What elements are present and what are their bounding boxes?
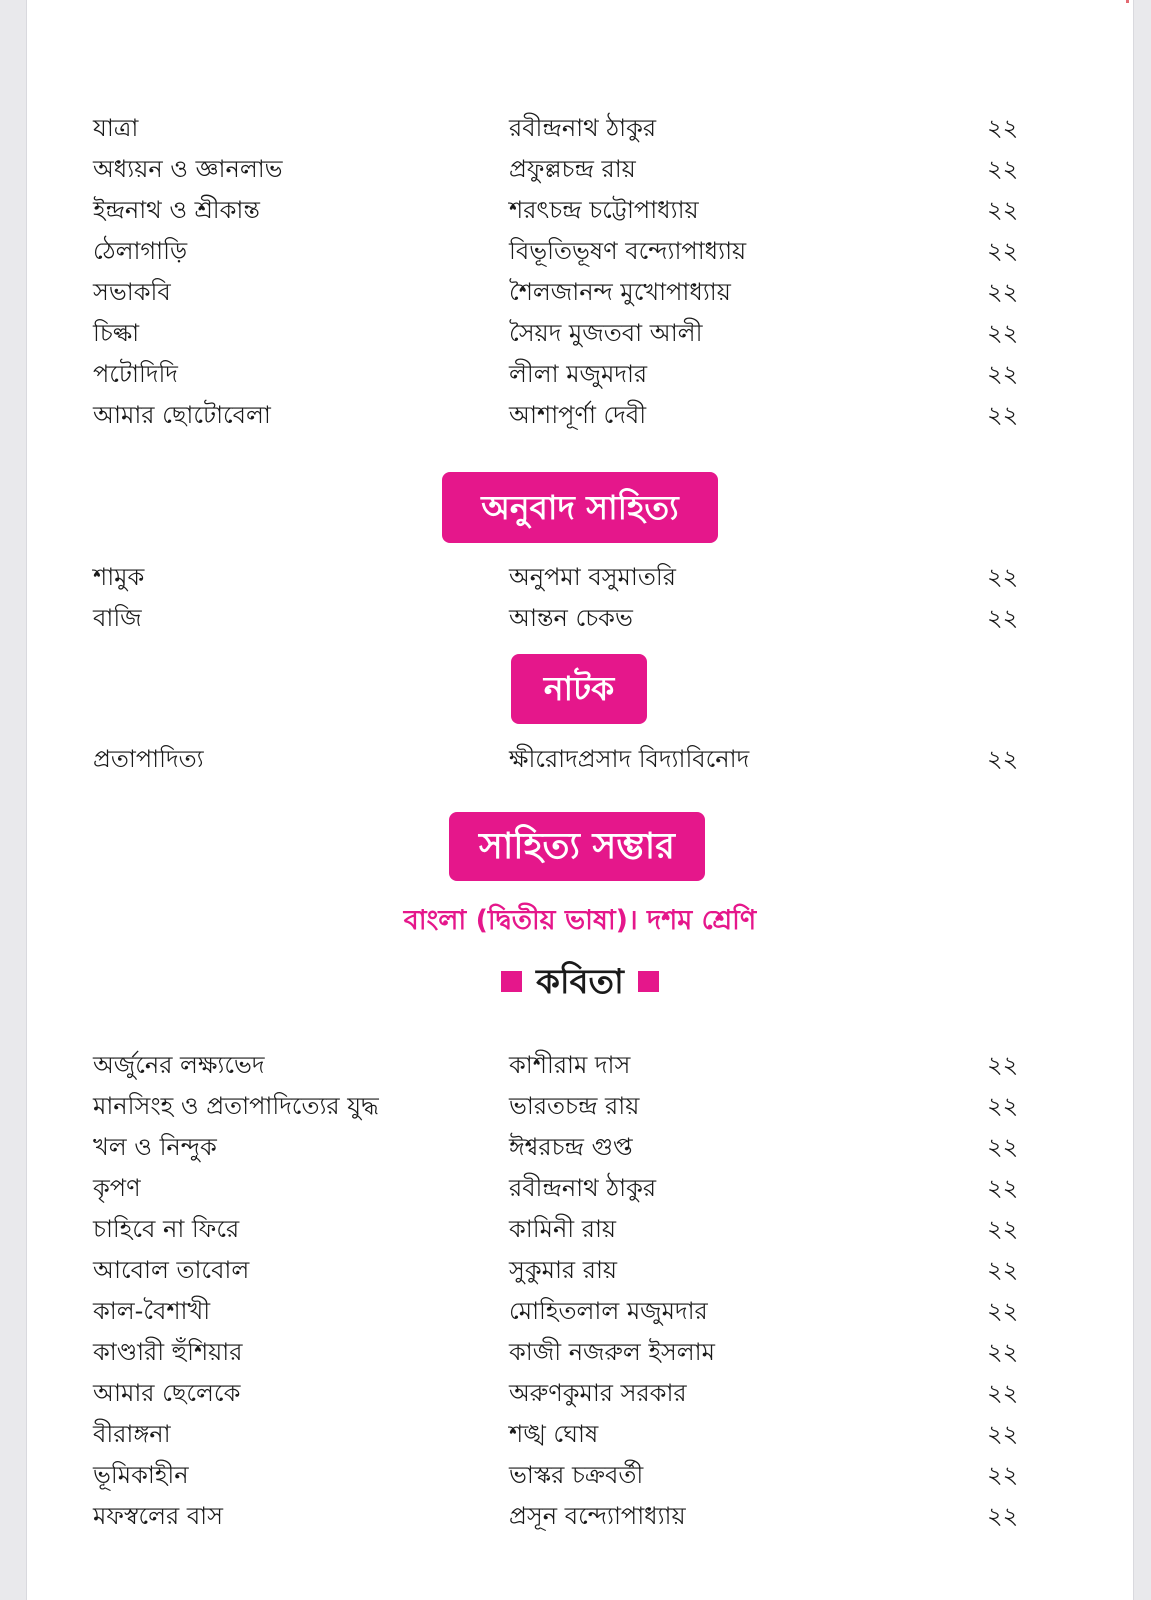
item-page-number: ২২ xyxy=(987,1174,1019,1202)
item-title: ইন্দ্রনাথ ও শ্রীকান্ত xyxy=(93,196,260,224)
item-page-number: ২২ xyxy=(987,745,1019,773)
item-author: অনুপমা বসুমাতরি xyxy=(509,563,676,591)
item-page-number: ২২ xyxy=(987,155,1019,183)
item-title: আমার ছেলেকে xyxy=(93,1379,241,1407)
item-page-number: ২২ xyxy=(987,196,1019,224)
item-title: কাল-বৈশাখী xyxy=(93,1297,211,1325)
list-item xyxy=(27,315,1133,351)
item-page-number: ২২ xyxy=(987,401,1019,429)
list-item xyxy=(27,1047,1133,1083)
item-author: ঈশ্বরচন্দ্র গুপ্ত xyxy=(509,1133,633,1161)
list-item xyxy=(27,1170,1133,1206)
item-title: আমার ছোটোবেলা xyxy=(93,401,271,429)
item-title: খল ও নিন্দুক xyxy=(93,1133,217,1161)
list-item xyxy=(27,741,1133,777)
list-item xyxy=(27,151,1133,187)
list-item xyxy=(27,1498,1133,1534)
corner-mark xyxy=(1126,0,1129,3)
item-title: কৃপণ xyxy=(93,1174,141,1202)
item-page-number: ২২ xyxy=(987,1338,1019,1366)
item-author: বিভূতিভূষণ বন্দ্যোপাধ্যায় xyxy=(509,237,747,265)
item-title: চিল্কা xyxy=(93,319,140,347)
item-author: সুকুমার রায় xyxy=(509,1256,618,1284)
item-author: লীলা মজুমদার xyxy=(509,360,648,388)
item-author: শরৎচন্দ্র চট্টোপাধ্যায় xyxy=(509,196,699,224)
item-author: কামিনী রায় xyxy=(509,1215,617,1243)
item-author: রবীন্দ্রনাথ ঠাকুর xyxy=(509,114,657,142)
square-bullet-icon xyxy=(501,971,522,992)
item-page-number: ২২ xyxy=(987,604,1019,632)
item-page-number: ২২ xyxy=(987,1133,1019,1161)
list-item xyxy=(27,559,1133,595)
item-title: বীরাঙ্গনা xyxy=(93,1420,171,1448)
item-author: কাশীরাম দাস xyxy=(509,1051,631,1079)
item-page-number: ২২ xyxy=(987,319,1019,347)
list-item xyxy=(27,110,1133,146)
item-author: প্রসূন বন্দ্যোপাধ্যায় xyxy=(509,1502,686,1530)
section-subtitle: বাংলা (দ্বিতীয় ভাষা)। দশম শ্রেণি xyxy=(403,905,757,936)
poetry-heading-label: কবিতা xyxy=(536,962,624,1002)
list-item xyxy=(27,1416,1133,1452)
list-item xyxy=(27,192,1133,228)
item-author: সৈয়দ মুজতবা আলী xyxy=(509,319,703,347)
item-page-number: ২২ xyxy=(987,563,1019,591)
list-item xyxy=(27,1129,1133,1165)
item-title: ভূমিকাহীন xyxy=(93,1461,189,1489)
section-heading-sambhar: সাহিত্য সম্ভার xyxy=(449,812,705,881)
item-author: মোহিতলাল মজুমদার xyxy=(509,1297,708,1325)
item-author: অরুণকুমার সরকার xyxy=(509,1379,687,1407)
item-page-number: ২২ xyxy=(987,114,1019,142)
list-item xyxy=(27,1088,1133,1124)
list-item xyxy=(27,1252,1133,1288)
item-title: চাহিবে না ফিরে xyxy=(93,1215,240,1243)
item-page-number: ২২ xyxy=(987,1051,1019,1079)
item-author: আশাপূর্ণা দেবী xyxy=(509,401,647,429)
item-author: রবীন্দ্রনাথ ঠাকুর xyxy=(509,1174,657,1202)
item-page-number: ২২ xyxy=(987,1297,1019,1325)
item-author: শঙ্খ ঘোষ xyxy=(509,1420,599,1448)
list-item xyxy=(27,274,1133,310)
item-title: কাণ্ডারী হুঁশিয়ার xyxy=(93,1338,243,1366)
item-page-number: ২২ xyxy=(987,360,1019,388)
item-page-number: ২২ xyxy=(987,1215,1019,1243)
list-item xyxy=(27,356,1133,392)
list-item xyxy=(27,1375,1133,1411)
item-title: অর্জুনের লক্ষ্যভেদ xyxy=(93,1051,265,1079)
poetry-heading xyxy=(27,960,1133,1004)
item-title: শামুক xyxy=(93,563,145,591)
item-title: বাজি xyxy=(93,604,142,632)
item-author: ক্ষীরোদপ্রসাদ বিদ্যাবিনোদ xyxy=(509,745,750,773)
item-title: মফস্বলের বাস xyxy=(93,1502,224,1530)
item-page-number: ২২ xyxy=(987,1379,1019,1407)
item-page-number: ২২ xyxy=(987,278,1019,306)
item-title: আবোল তাবোল xyxy=(93,1256,250,1284)
list-item xyxy=(27,397,1133,433)
list-item xyxy=(27,233,1133,269)
item-title: পটোদিদি xyxy=(93,360,178,388)
list-item xyxy=(27,1293,1133,1329)
list-item xyxy=(27,1211,1133,1247)
item-author: কাজী নজরুল ইসলাম xyxy=(509,1338,715,1366)
item-page-number: ২২ xyxy=(987,1461,1019,1489)
list-item xyxy=(27,600,1133,636)
item-title: যাত্রা xyxy=(93,114,139,142)
item-title: ঠেলাগাড়ি xyxy=(93,237,188,265)
item-title: সভাকবি xyxy=(93,278,171,306)
item-title: অধ্যয়ন ও জ্ঞানলাভ xyxy=(93,155,283,183)
section-heading-translation: অনুবাদ সাহিত্য xyxy=(442,472,718,543)
item-author: আন্তন চেকভ xyxy=(509,604,633,632)
item-author: ভারতচন্দ্র রায় xyxy=(509,1092,640,1120)
section-heading-drama: নাটক xyxy=(511,654,647,724)
item-title: মানসিংহ ও প্রতাপাদিত্যের যুদ্ধ xyxy=(93,1092,379,1120)
item-page-number: ২২ xyxy=(987,1420,1019,1448)
item-page-number: ২২ xyxy=(987,237,1019,265)
item-title: প্রতাপাদিত্য xyxy=(93,745,204,773)
list-item xyxy=(27,1334,1133,1370)
document-page xyxy=(26,0,1134,1600)
item-author: প্রফুল্লচন্দ্র রায় xyxy=(509,155,636,183)
item-page-number: ২২ xyxy=(987,1502,1019,1530)
item-page-number: ২২ xyxy=(987,1092,1019,1120)
item-author: ভাস্কর চক্রবর্তী xyxy=(509,1461,644,1489)
list-item xyxy=(27,1457,1133,1493)
item-author: শৈলজানন্দ মুখোপাধ্যায় xyxy=(509,278,731,306)
item-page-number: ২২ xyxy=(987,1256,1019,1284)
square-bullet-icon xyxy=(638,971,659,992)
